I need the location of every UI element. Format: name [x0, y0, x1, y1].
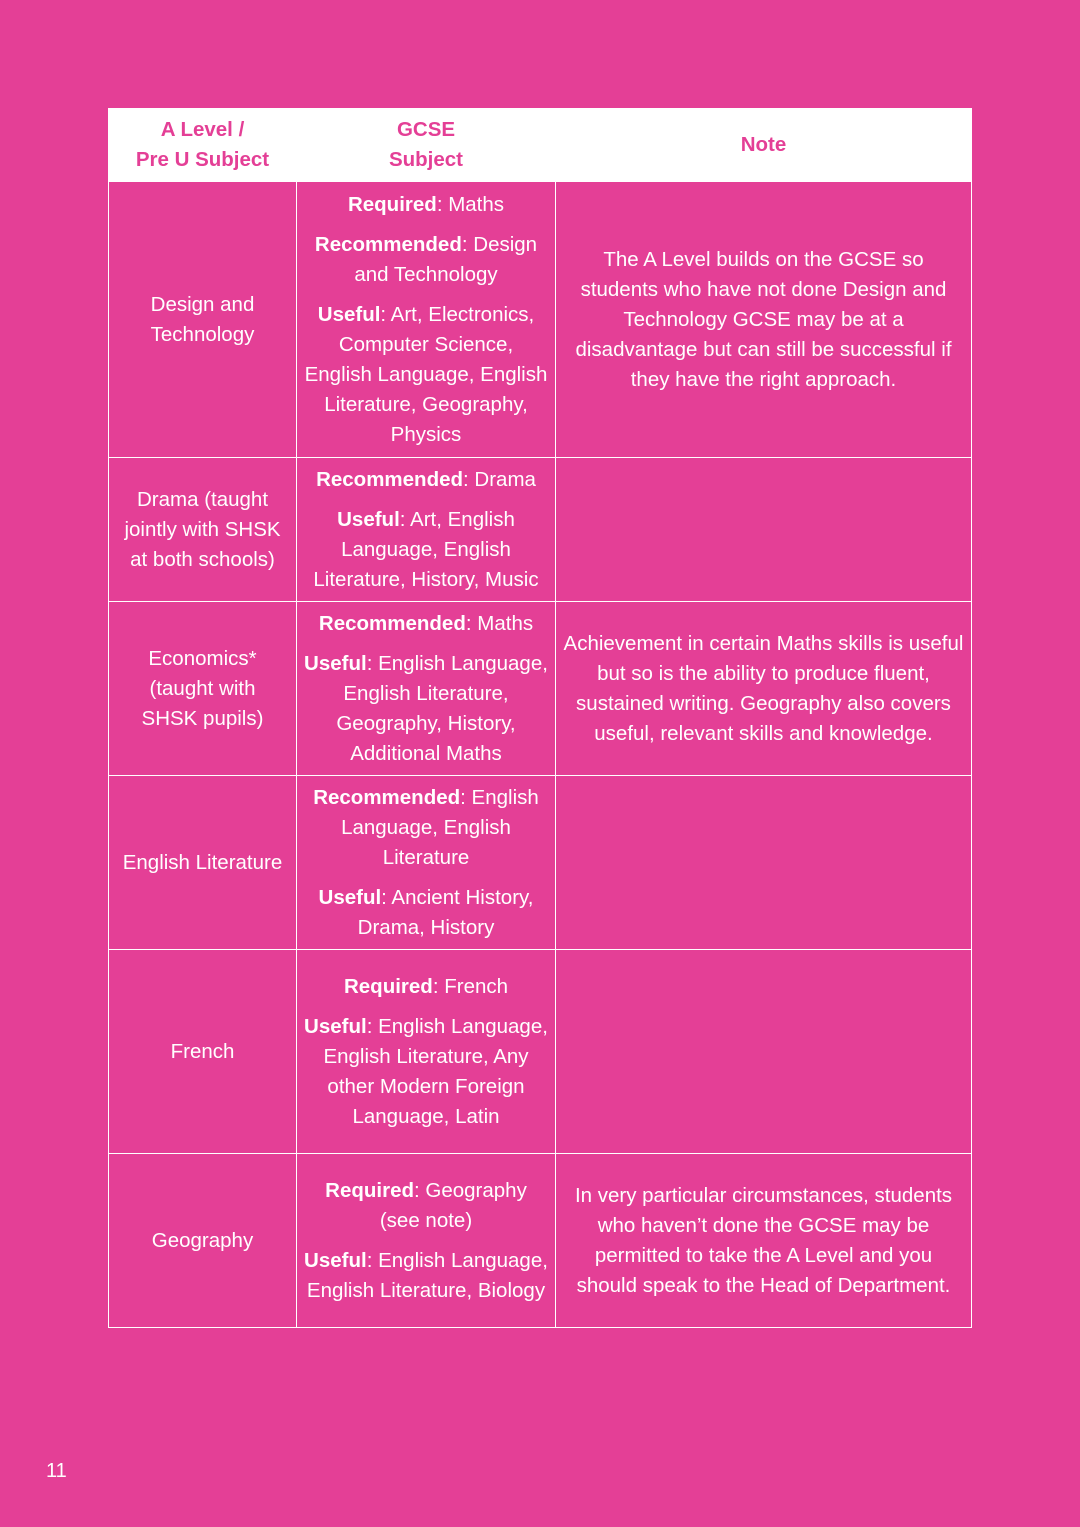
table-row — [109, 1154, 972, 1328]
useful-line: Useful: Art, Electronics, Computer Science, English Language, English Literature, Geography, Physics — [304, 302, 548, 446]
header-a-level-subject: A Level / Pre U Subject — [109, 109, 297, 182]
header-note: Note — [556, 109, 972, 182]
subject-cell: Geography — [109, 1154, 297, 1328]
page-number: 11 — [46, 1460, 67, 1482]
required-line: Required: French — [343, 974, 509, 998]
gcse-cell — [297, 602, 556, 776]
useful-line: Useful: English Language, English Literature, Any other Modern Foreign Language, Latin — [304, 1014, 548, 1128]
table-row — [109, 458, 972, 602]
recommended-line: Recommended: Drama — [316, 467, 536, 491]
table-row — [109, 182, 972, 458]
subject-cell: Design and Technology — [109, 182, 297, 458]
useful-line: Useful: Art, English Language, English Literature, History, Music — [313, 507, 539, 591]
gcse-cell — [297, 458, 556, 602]
gcse-cell — [297, 1154, 556, 1328]
note-cell — [556, 950, 972, 1154]
recommended-line: Recommended: English Language, English Literature — [313, 785, 539, 869]
table-row — [109, 776, 972, 950]
useful-line: Useful: Ancient History, Drama, History — [318, 885, 534, 939]
subject-cell: French — [109, 950, 297, 1154]
useful-line: Useful: English Language, English Literature, Geography, History, Additional Maths — [304, 651, 548, 765]
note-cell: In very particular circumstances, students who haven’t done the GCSE may be permitted to take the A Level and you should speak to the Head of Department. — [556, 1154, 972, 1328]
gcse-cell — [297, 182, 556, 458]
gcse-cell — [297, 950, 556, 1154]
useful-line: Useful: English Language, English Literature, Biology — [304, 1248, 548, 1302]
note-cell: Achievement in certain Maths skills is useful but so is the ability to produce fluent, sustained writing. Geography also covers useful, relevant skills and knowledge. — [556, 602, 972, 776]
table-row — [109, 950, 972, 1154]
recommended-line: Recommended: Maths — [318, 611, 534, 635]
subject-requirements-table — [108, 108, 972, 1328]
subject-cell: Drama (taught jointly with SHSK at both schools) — [109, 458, 297, 602]
recommended-line: Recommended: Design and Technology — [314, 232, 538, 286]
header-gcse-subject: GCSE Subject — [297, 109, 556, 182]
required-line: Required: Geography (see note) — [325, 1178, 527, 1232]
note-cell — [556, 458, 972, 602]
table-header-row — [109, 109, 972, 182]
gcse-cell — [297, 776, 556, 950]
subject-cell: English Literature — [109, 776, 297, 950]
required-line: Required: Maths — [347, 192, 505, 216]
note-cell — [556, 776, 972, 950]
table-row — [109, 602, 972, 776]
note-cell: The A Level builds on the GCSE so students who have not done Design and Technology GCSE may be at a disadvantage but can still be successful if they have the right approach. — [556, 182, 972, 458]
subject-cell: Economics* (taught with SHSK pupils) — [109, 602, 297, 776]
